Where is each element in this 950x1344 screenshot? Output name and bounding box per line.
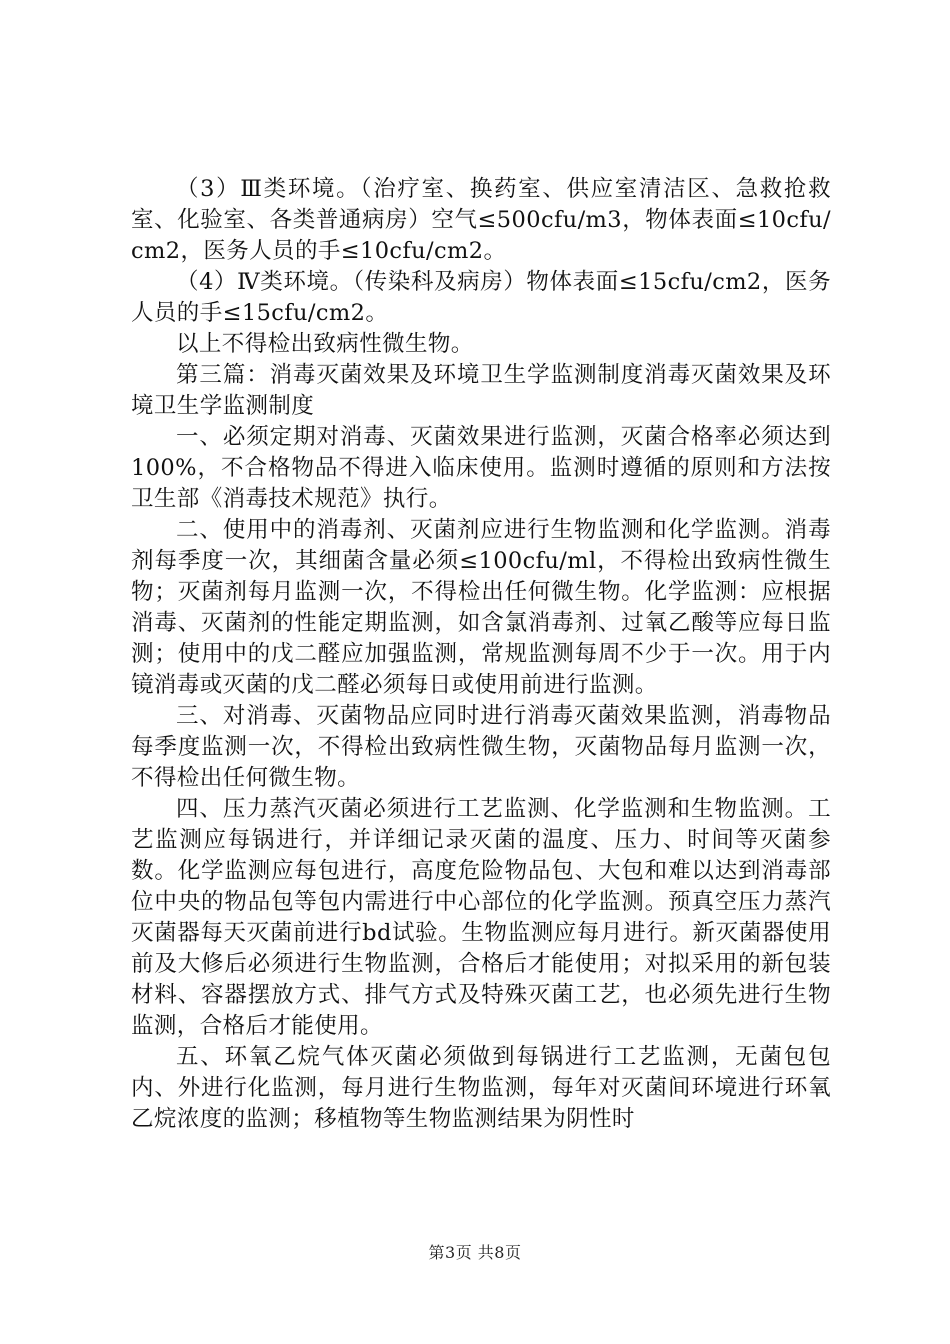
paragraph-rule-one: 一、必须定期对消毒、灭菌效果进行监测，灭菌合格率必须达到100%，不合格物品不得进入临床使用。监测时遵循的原则和方法按卫生部《消毒技术规范》执行。	[131, 424, 831, 512]
paragraph-no-pathogens: 以上不得检出致病性微生物。	[176, 331, 474, 357]
paragraph-class-iii-environment: （3）Ⅲ类环境。（治疗室、换药室、供应室清洁区、急救抢救室、化验室、各类普通病房）空气≤500cfu/m3，物体表面≤10cfu/cm2，医务人员的手≤10cfu/cm2。	[131, 176, 831, 264]
paragraph-rule-five: 五、环氧乙烷气体灭菌必须做到每锅进行工艺监测，无菌包包内、外进行化监测，每月进行生物监测，每年对灭菌间环境进行环氧乙烷浓度的监测；移植物等生物监测结果为阴性时	[131, 1044, 831, 1132]
section-heading-part-three: 第三篇：消毒灭菌效果及环境卫生学监测制度消毒灭菌效果及环境卫生学监测制度	[131, 362, 831, 419]
document-body	[131, 174, 831, 1135]
paragraph-rule-two: 二、使用中的消毒剂、灭菌剂应进行生物监测和化学监测。消毒剂每季度一次，其细菌含量必须≤100cfu/ml，不得检出致病性微生物；灭菌剂每月监测一次，不得检出任何微生物。化学监测：应根据消毒、灭菌剂的性能定期监测，如含氯消毒剂、过氧乙酸等应每日监测；使用中的戊二醛应加强监测，常规监测每周不少于一次。用于内镜消毒或灭菌的戊二醛必须每日或使用前进行监测。	[131, 517, 831, 698]
paragraph-rule-four: 四、压力蒸汽灭菌必须进行工艺监测、化学监测和生物监测。工艺监测应每锅进行，并详细记录灭菌的温度、压力、时间等灭菌参数。化学监测应每包进行，高度危险物品包、大包和难以达到消毒部位中央的物品包等包内需进行中心部位的化学监测。预真空压力蒸汽灭菌器每天灭菌前进行bd试验。生物监测应每月进行。新灭菌器使用前及大修后必须进行生物监测，合格后才能使用；对拟采用的新包装材料、容器摆放方式、排气方式及特殊灭菌工艺，也必须先进行生物监测，合格后才能使用。	[131, 796, 831, 1039]
paragraph-rule-three: 三、对消毒、灭菌物品应同时进行消毒灭菌效果监测，消毒物品每季度监测一次，不得检出致病性微生物，灭菌物品每月监测一次，不得检出任何微生物。	[131, 703, 831, 791]
paragraph-class-iv-environment: （4）Ⅳ类环境。（传染科及病房）物体表面≤15cfu/cm2，医务人员的手≤15cfu/cm2。	[131, 269, 831, 326]
page-number-footer: 第3页 共8页	[428, 1243, 522, 1262]
